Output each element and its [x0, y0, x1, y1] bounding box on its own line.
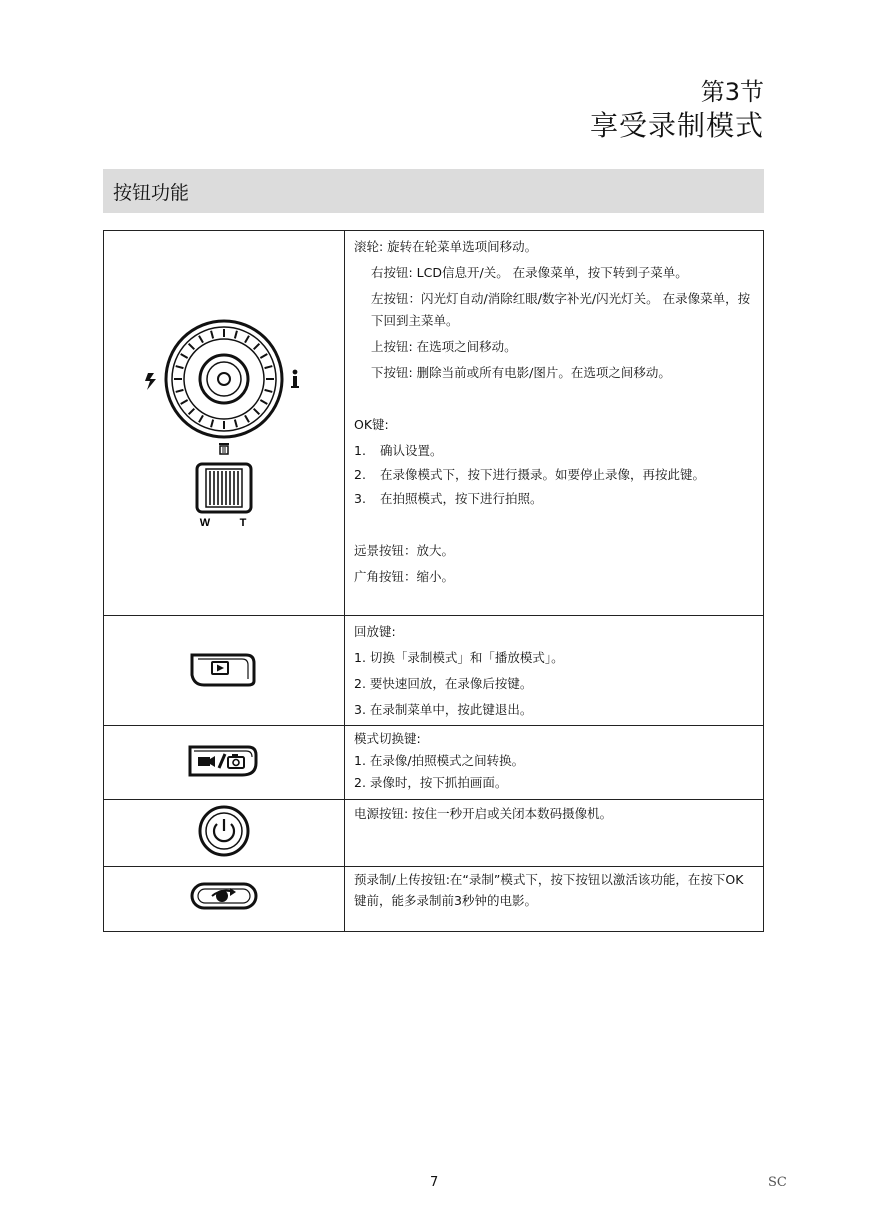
down-button-text: 下按钮: 删除当前或所有电影/图片。在选项之间移动。 — [371, 365, 671, 380]
mode-description — [345, 726, 764, 800]
playback-item-3: 3. 在录制菜单中，按此键退出。 — [354, 702, 533, 717]
playback-item-1: 1. 切换「录制模式」和「播放模式」。 — [354, 650, 564, 665]
table-row-prerecord — [104, 867, 764, 932]
section-number: 第3节 — [700, 78, 764, 106]
wide-button-text: 广角按钮：缩小。 — [354, 569, 455, 584]
mode-item-1: 1. 在录像/拍照模式之间转换。 — [354, 753, 525, 768]
info-icon — [291, 370, 299, 388]
mode-illustration-cell — [104, 726, 345, 800]
table-row-dial — [104, 231, 764, 616]
left-button-text: 左按钮：闪光灯自动/消除红眼/数字补光/闪光灯关。 在录像菜单，按下回到主菜单。 — [371, 291, 751, 328]
power-button-icon — [196, 803, 252, 859]
dial-illustration — [104, 231, 344, 611]
table-row-playback — [104, 616, 764, 726]
prerecord-upload-button-icon — [184, 879, 264, 915]
table-row-mode — [104, 726, 764, 800]
ok-item-2: 2. 在录像模式下，按下进行摄录。如要停止录像，再按此键。 — [354, 467, 706, 482]
playback-illustration-cell — [104, 616, 345, 726]
section-title: 享受录制模式 — [589, 109, 764, 142]
wheel-text: 滚轮: 旋转在轮菜单选项间移动。 — [354, 239, 538, 254]
playback-description — [345, 616, 764, 726]
flash-icon — [145, 373, 156, 390]
dial-description — [345, 231, 764, 616]
playback-item-2: 2. 要快速回放，在录像后按键。 — [354, 676, 533, 691]
trash-icon — [219, 443, 229, 454]
prerecord-description — [345, 867, 764, 932]
prerecord-illustration-cell — [104, 867, 345, 932]
mode-item-2: 2. 录像时，按下抓拍画面。 — [354, 775, 508, 790]
power-text: 电源按钮: 按住一秒开启或关闭本数码摄像机。 — [354, 806, 613, 821]
section-heading: 按钮功能 — [113, 182, 190, 204]
tele-button-text: 远景按钮：放大。 — [354, 543, 455, 558]
playback-title: 回放键: — [354, 624, 396, 639]
zoom-lever-icon — [197, 464, 251, 512]
language-code: SC — [768, 1175, 787, 1190]
page-number: 7 — [430, 1175, 439, 1190]
up-button-text: 上按钮: 在选项之间移动。 — [371, 339, 517, 354]
table-row-power — [104, 800, 764, 867]
power-description — [345, 800, 764, 867]
ok-item-1: 1. 确认设置。 — [354, 443, 443, 458]
section-heading-bar — [103, 169, 764, 213]
prerecord-text: 预录制/上传按钮:在“录制”模式下，按下按钮以激活该功能，在按下OK键前，能多录制前3秒钟的电影。 — [354, 872, 744, 908]
right-button-text: 右按钮: LCD信息开/关。 在录像菜单，按下转到子菜单。 — [371, 265, 688, 280]
playback-button-icon — [184, 649, 264, 689]
dial-illustration-cell — [104, 231, 345, 616]
zoom-w-label: W — [199, 517, 211, 529]
ok-key-title: OK键: — [354, 417, 389, 432]
ok-item-3: 3. 在拍照模式，按下进行拍照。 — [354, 491, 543, 506]
mode-switch-button-icon — [184, 741, 264, 781]
zoom-t-label: T — [239, 517, 247, 529]
button-function-table — [103, 230, 764, 932]
power-illustration-cell — [104, 800, 345, 867]
control-dial-icon — [166, 321, 282, 437]
mode-title: 模式切换键: — [354, 731, 421, 746]
